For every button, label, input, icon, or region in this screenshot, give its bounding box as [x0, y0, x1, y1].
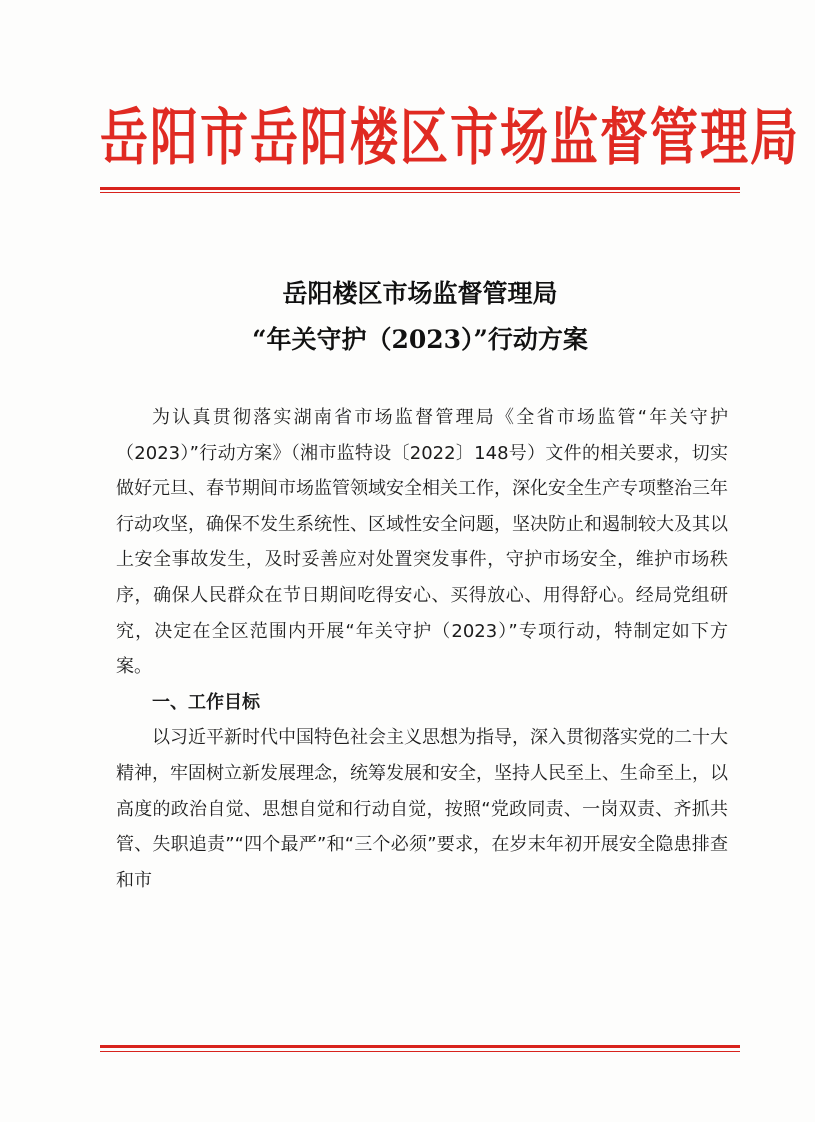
letterhead-rule-thin — [100, 192, 740, 193]
document-body — [116, 400, 728, 898]
intro-paragraph: 为认真贯彻落实湖南省市场监督管理局《全省市场监管“年关守护（2023）”行动方案》（湘市监特设〔2022〕148号）文件的相关要求，切实做好元旦、春节期间市场监管领域安全相关工作，深化安全生产专项整治三年行动攻坚，确保不发生系统性、区域性安全问题，坚决防止和遏制较大及其以上安全事故发生，及时妥善应对处置突发事件，守护市场安全，维护市场秩序，确保人民群众在节日期间吃得安心、买得放心、用得舒心。经局党组研究，决定在全区范围内开展“年关守护（2023）”专项行动，特制定如下方案。 — [116, 407, 728, 678]
letterhead-organization: 岳阳市岳阳楼区市场监督管理局 — [100, 102, 801, 174]
footer-rule-thin — [100, 1051, 740, 1052]
section-heading: 一、工作目标 — [152, 691, 260, 713]
document-title-line2: “年关守护（2023）”行动方案 — [252, 325, 588, 354]
letterhead-rule — [100, 187, 740, 190]
section-paragraph: 以习近平新时代中国特色社会主义思想为指导，深入贯彻落实党的二十大精神，牢固树立新发展理念，统筹发展和安全，坚持人民至上、生命至上，以高度的政治自觉、思想自觉和行动自觉，按照“党政同责、一岗双责、齐抓共管、失职追责”“四个最严”和“三个必须”要求，在岁末年初开展安全隐患排查和市 — [116, 727, 728, 891]
footer-rule — [100, 1045, 740, 1048]
document-title-line1: 岳阳楼区市场监督管理局 — [282, 279, 558, 308]
